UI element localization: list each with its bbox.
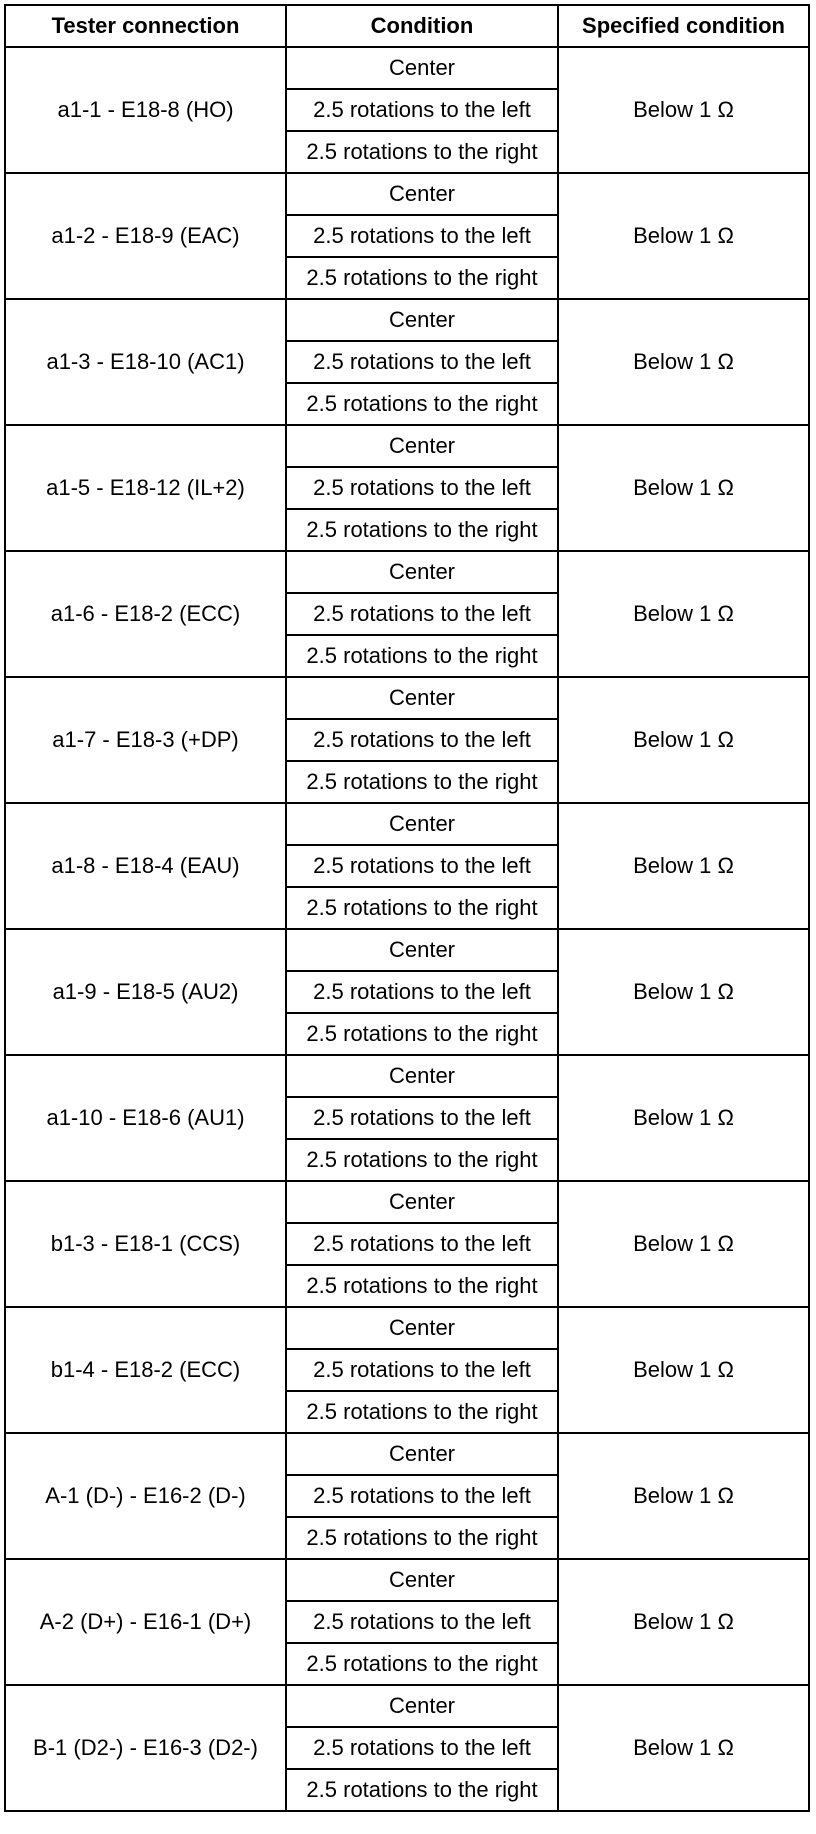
tester-connection-cell: a1-10 - E18-6 (AU1) [5, 1055, 286, 1181]
tester-connection-cell: a1-5 - E18-12 (IL+2) [5, 425, 286, 551]
condition-cell: 2.5 rotations to the left [286, 1727, 558, 1769]
table-row [5, 803, 809, 845]
tester-connection-cell: a1-7 - E18-3 (+DP) [5, 677, 286, 803]
tester-connection-cell: b1-4 - E18-2 (ECC) [5, 1307, 286, 1433]
condition-cell: 2.5 rotations to the left [286, 215, 558, 257]
condition-cell: 2.5 rotations to the left [286, 1475, 558, 1517]
condition-cell: Center [286, 47, 558, 89]
condition-cell: Center [286, 1307, 558, 1349]
condition-cell: 2.5 rotations to the right [286, 1013, 558, 1055]
table-row [5, 677, 809, 719]
tester-connection-cell: B-1 (D2-) - E16-3 (D2-) [5, 1685, 286, 1811]
table-row [5, 929, 809, 971]
condition-cell: Center [286, 677, 558, 719]
condition-cell: 2.5 rotations to the right [286, 635, 558, 677]
inspection-table-container [4, 4, 810, 1812]
condition-cell: 2.5 rotations to the right [286, 509, 558, 551]
condition-cell: 2.5 rotations to the left [286, 89, 558, 131]
condition-cell: 2.5 rotations to the left [286, 593, 558, 635]
condition-cell: Center [286, 1433, 558, 1475]
specified-condition-cell: Below 1 Ω [558, 1433, 809, 1559]
specified-condition-cell: Below 1 Ω [558, 1181, 809, 1307]
specified-condition-cell: Below 1 Ω [558, 173, 809, 299]
table-row [5, 551, 809, 593]
header-row [5, 5, 809, 47]
condition-cell: 2.5 rotations to the right [286, 1265, 558, 1307]
specified-condition-cell: Below 1 Ω [558, 1055, 809, 1181]
header-specified-condition: Specified condition [558, 5, 809, 47]
condition-cell: 2.5 rotations to the left [286, 1601, 558, 1643]
table-row [5, 1433, 809, 1475]
condition-cell: Center [286, 299, 558, 341]
condition-cell: 2.5 rotations to the left [286, 1223, 558, 1265]
condition-cell: Center [286, 1559, 558, 1601]
tester-connection-cell: a1-6 - E18-2 (ECC) [5, 551, 286, 677]
specified-condition-cell: Below 1 Ω [558, 803, 809, 929]
specified-condition-cell: Below 1 Ω [558, 425, 809, 551]
tester-connection-cell: A-2 (D+) - E16-1 (D+) [5, 1559, 286, 1685]
condition-cell: Center [286, 1055, 558, 1097]
condition-cell: 2.5 rotations to the right [286, 1517, 558, 1559]
tester-connection-cell: a1-1 - E18-8 (HO) [5, 47, 286, 173]
condition-cell: Center [286, 1181, 558, 1223]
specified-condition-cell: Below 1 Ω [558, 299, 809, 425]
specified-condition-cell: Below 1 Ω [558, 677, 809, 803]
table-row [5, 425, 809, 467]
tester-connection-cell: A-1 (D-) - E16-2 (D-) [5, 1433, 286, 1559]
table-row [5, 299, 809, 341]
tester-connection-cell: a1-8 - E18-4 (EAU) [5, 803, 286, 929]
specified-condition-cell: Below 1 Ω [558, 929, 809, 1055]
condition-cell: 2.5 rotations to the right [286, 1769, 558, 1811]
table-row [5, 1559, 809, 1601]
condition-cell: Center [286, 425, 558, 467]
condition-cell: 2.5 rotations to the right [286, 1391, 558, 1433]
condition-cell: 2.5 rotations to the right [286, 1643, 558, 1685]
condition-cell: 2.5 rotations to the left [286, 1349, 558, 1391]
condition-cell: 2.5 rotations to the left [286, 719, 558, 761]
table-row [5, 173, 809, 215]
condition-cell: 2.5 rotations to the right [286, 257, 558, 299]
table-body [5, 47, 809, 1811]
tester-connection-cell: a1-3 - E18-10 (AC1) [5, 299, 286, 425]
condition-cell: 2.5 rotations to the left [286, 971, 558, 1013]
condition-cell: Center [286, 551, 558, 593]
header-condition: Condition [286, 5, 558, 47]
table-row [5, 47, 809, 89]
header-tester-connection: Tester connection [5, 5, 286, 47]
table-row [5, 1181, 809, 1223]
condition-cell: 2.5 rotations to the left [286, 845, 558, 887]
condition-cell: 2.5 rotations to the right [286, 761, 558, 803]
specified-condition-cell: Below 1 Ω [558, 1307, 809, 1433]
condition-cell: 2.5 rotations to the right [286, 887, 558, 929]
specified-condition-cell: Below 1 Ω [558, 1685, 809, 1811]
condition-cell: 2.5 rotations to the left [286, 467, 558, 509]
condition-cell: Center [286, 1685, 558, 1727]
specified-condition-cell: Below 1 Ω [558, 47, 809, 173]
tester-connection-cell: a1-2 - E18-9 (EAC) [5, 173, 286, 299]
condition-cell: Center [286, 803, 558, 845]
tester-connection-cell: a1-9 - E18-5 (AU2) [5, 929, 286, 1055]
condition-cell: 2.5 rotations to the right [286, 131, 558, 173]
condition-cell: 2.5 rotations to the left [286, 341, 558, 383]
table-row [5, 1685, 809, 1727]
condition-cell: 2.5 rotations to the right [286, 1139, 558, 1181]
tester-connection-cell: b1-3 - E18-1 (CCS) [5, 1181, 286, 1307]
condition-cell: 2.5 rotations to the left [286, 1097, 558, 1139]
inspection-table [4, 4, 810, 1812]
specified-condition-cell: Below 1 Ω [558, 1559, 809, 1685]
table-row [5, 1055, 809, 1097]
table-row [5, 1307, 809, 1349]
condition-cell: 2.5 rotations to the right [286, 383, 558, 425]
specified-condition-cell: Below 1 Ω [558, 551, 809, 677]
condition-cell: Center [286, 929, 558, 971]
condition-cell: Center [286, 173, 558, 215]
